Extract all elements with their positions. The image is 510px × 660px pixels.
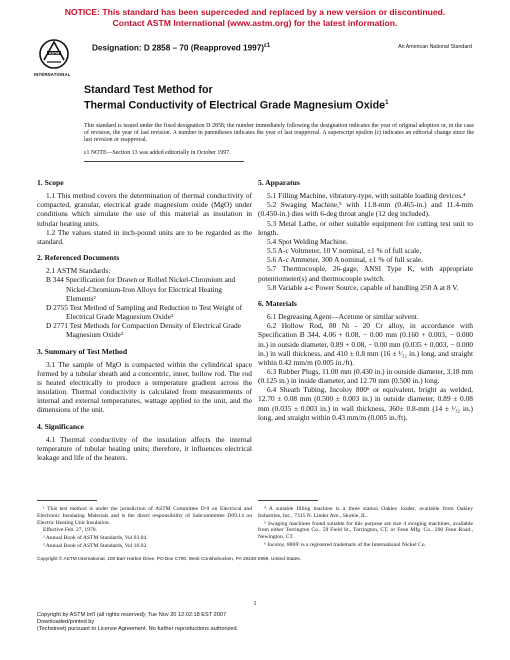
title-sup: 1 — [385, 99, 389, 106]
section-6-3: 6.3 Rubber Plugs, 11.00 mm (0.430 in.) in outside diameter, 3.18 mm (0.125 in.) in inside diameter, and 12.70 mm (0.500 in.) long. — [258, 366, 473, 386]
notice-line-1: NOTICE: This standard has been superceded and replaced by a new version or discontinued. — [64, 7, 446, 17]
section-3-1: 3.1 The sample of MgO is compacted within the cylindrical space formed by a tubular sheath and a concentric, inner, hollow rod. The rod is heated electrically to produce a temperature gradient across the insulation. Thermal conductivity is calculated from measurements of internal and external temperatures, wattage applied to the unit, and the dimensions of the unit. — [37, 359, 252, 415]
footnotes-left — [37, 506, 252, 551]
footnote-4: ⁴ A suitable filling machine is a three station Oakley loader, available from Oakley Industries, Inc., 7315 N. Linder Ave., Skokie, IL. — [258, 506, 473, 519]
section-6-title: 6. Materials — [258, 298, 297, 308]
footer-line-2: Downloaded/printed by — [37, 618, 95, 625]
intro-paragraph: This standard is issued under the fixed designation D 2858; the number immediately following the designation indicates the year of original adoption or, in the case of revision, the year of last revision. A number in parentheses indicates the year of last reapproval. A superscript epsilon (ε) indicates an editorial change since the last revision or reapproval. — [84, 123, 474, 144]
designation-text: Designation: D 2858 – 70 (Reapproved 1997) — [92, 43, 265, 53]
section-5-6: 5.6 A-c Ammeter, 300 A nominal, ±1 % of full scale. — [267, 255, 424, 265]
section-5-1: 5.1 Filling Machine, vibratory-type, with suitable loading devices.⁴ — [267, 191, 466, 201]
ansi-label: An American National Standard — [398, 44, 472, 50]
section-2-1: 2.1 ASTM Standards: — [46, 266, 111, 276]
notice-line-2: Contact ASTM International (www.astm.org) for the latest information. — [112, 17, 398, 28]
designation-sup: ε1 — [264, 43, 271, 49]
footnote-2: ² Annual Book of ASTM Standards, Vol 03.04. — [43, 535, 148, 542]
title-line-2 — [84, 97, 474, 112]
reference-d2771: D 2771 Test Methods for Compaction Density of Electrical Grade Magnesium Oxide³ — [46, 321, 241, 340]
footnotes-right — [258, 506, 473, 550]
copyright-line: Copyright © ASTM International, 100 Barr Harbor Drive, PO Box C700, West Conshohocken, PA 19428-2959, United States. — [37, 557, 302, 562]
document-title — [84, 84, 474, 112]
logo-wordmark: INTERNATIONAL — [34, 72, 71, 77]
section-6-2: 6.2 Hollow Rod, 80 Ni - 20 Cr alloy, in accordance with Specification B 344, 4.06 + 0.08, − 0.00 mm (0.160 + 0.003, − 0.000 in.) in outside diameter, 0.89 + 0.08, − 0.00 mm (0.035 + 0.003, − 0.000 in.) in wall thickness, and 410 ± 0.8 mm (16 ± ¹⁄₃₂ in.) long, and straight within 0.42 mm/m (0.005 in./ft). — [258, 321, 473, 367]
download-footer — [37, 612, 477, 632]
section-2-title: 2. Referenced Documents — [37, 253, 120, 263]
section-5-4: 5.4 Spot Welding Machine. — [267, 236, 348, 246]
reference-b344: B 344 Specification for Drawn or Rolled Nickel-Chromium and Nickel-Chromium-Iron Alloys for Electrical Heating Elements² — [46, 275, 236, 303]
footnote-1: ¹ This test method is under the jurisdiction of ASTM Committee D-9 on Electrical and Electronic Insulating Materials and is the direct responsibility of Subcommittee D09.14 on Electric Heating Unit Insulation. — [37, 506, 252, 526]
footnote-divider-right — [258, 500, 318, 501]
section-6-1: 6.1 Degreasing Agent—Acetone or similar solvent. — [267, 312, 419, 322]
section-5-title: 5. Apparatus — [258, 178, 300, 187]
section-1-2: 1.2 The values stated in inch-pound units are to be regarded as the standard. — [37, 227, 252, 246]
title-text: Thermal Conductivity of Electrical Grade Magnesium Oxide — [84, 99, 386, 112]
page-number: 1 — [253, 600, 257, 607]
footnote-divider-left — [37, 500, 97, 501]
footnote-5: ⁵ Swaging machines found suitable for this purpose are size 4 swaging machines, available from either Torrington Co., 59 Field St., Torrington, CT, or Fenn Mfg. Co., 200 Fenn Road., Newington, CT. — [258, 520, 473, 541]
section-5-5: 5.5 A-c Voltmeter, 10 V nominal, ±1 % of full scale, — [267, 246, 422, 256]
header-divider — [84, 161, 244, 162]
astm-logo-icon — [38, 38, 70, 72]
section-1-title: 1. Scope — [37, 178, 64, 187]
section-1-1: 1.1 This method covers the determination of thermal conductivity of compacted, granular, electrical grade magnesium oxide (MgO) under conditions which simulate the use of this material as insulation in tubular heating units. — [37, 191, 252, 228]
editorial-note: ε1 NOTE—Section 13 was added editorially in October 1997. — [84, 150, 231, 156]
section-5-7: 5.7 Thermocouple, 26-gage, ANSI Type K, with appropriate potentiometer(s) and thermocouple switch. — [258, 264, 473, 283]
section-3-title: 3. Summary of Test Method — [37, 346, 128, 356]
footnote-6: ⁶ Incoloy, 800® is a registered trademark of the International Nickel Co. — [264, 541, 426, 548]
right-column — [258, 178, 473, 422]
section-4-title: 4. Significance — [37, 421, 84, 431]
left-column — [37, 178, 252, 462]
footnote-1-effective: Effective Feb. 27, 1970. — [43, 527, 97, 534]
section-5-2: 5.2 Swaging Machine,⁵ with 11.8-mm (0.465-in.) and 11.4-mm (0.450-in.) dies with 6-deg throat angle (12 deg included). — [258, 200, 473, 219]
supersede-notice — [0, 7, 510, 28]
section-5-8: 5.8 Variable a-c Power Source, capable of handling 250 A at 8 V. — [267, 282, 459, 292]
footnote-3: ³ Annual Book of ASTM Standards, Vol 10.02. — [43, 542, 148, 549]
section-5-3: 5.3 Metal Lathe, or other suitable equipment for cutting test unit to length. — [258, 218, 473, 237]
reference-d2755: D 2755 Test Method of Sampling and Reduction to Test Weight of Electrical Grade Magnesium Oxide³ — [46, 302, 243, 322]
svg-text:ASTM: ASTM — [48, 51, 60, 56]
section-6-4: 6.4 Sheath Tubing, Incoloy 800⁶ or equivalent, bright as welded, 12.70 ± 0.08 mm (0.500 ± 0.003 in.) in outside diameter, 0.89 ± 0.08 mm (0.035 ± 0.003 in.) in wall thickness, 360± 0.8-mm (14 ± ¹⁄₃₂ in.) long, and straight within 0.43 mm/m (0.005 in./ft). — [258, 385, 473, 422]
designation — [92, 43, 270, 53]
section-4-1: 4.1 Thermal conductivity of the insulation affects the internal temperature of tubular heating units; therefore, it influences electrical leakage and life of the heaters. — [37, 434, 252, 463]
footer-line-3: (Techstreet) pursuant to License Agreement. No further reproductions authorized. — [37, 625, 239, 632]
title-line-1: Standard Test Method for — [84, 84, 213, 96]
footer-line-1: Copyright by ASTM Int'l (all rights reserved); Tue Nov 20 12:02:18 EST 2007 — [37, 612, 227, 618]
